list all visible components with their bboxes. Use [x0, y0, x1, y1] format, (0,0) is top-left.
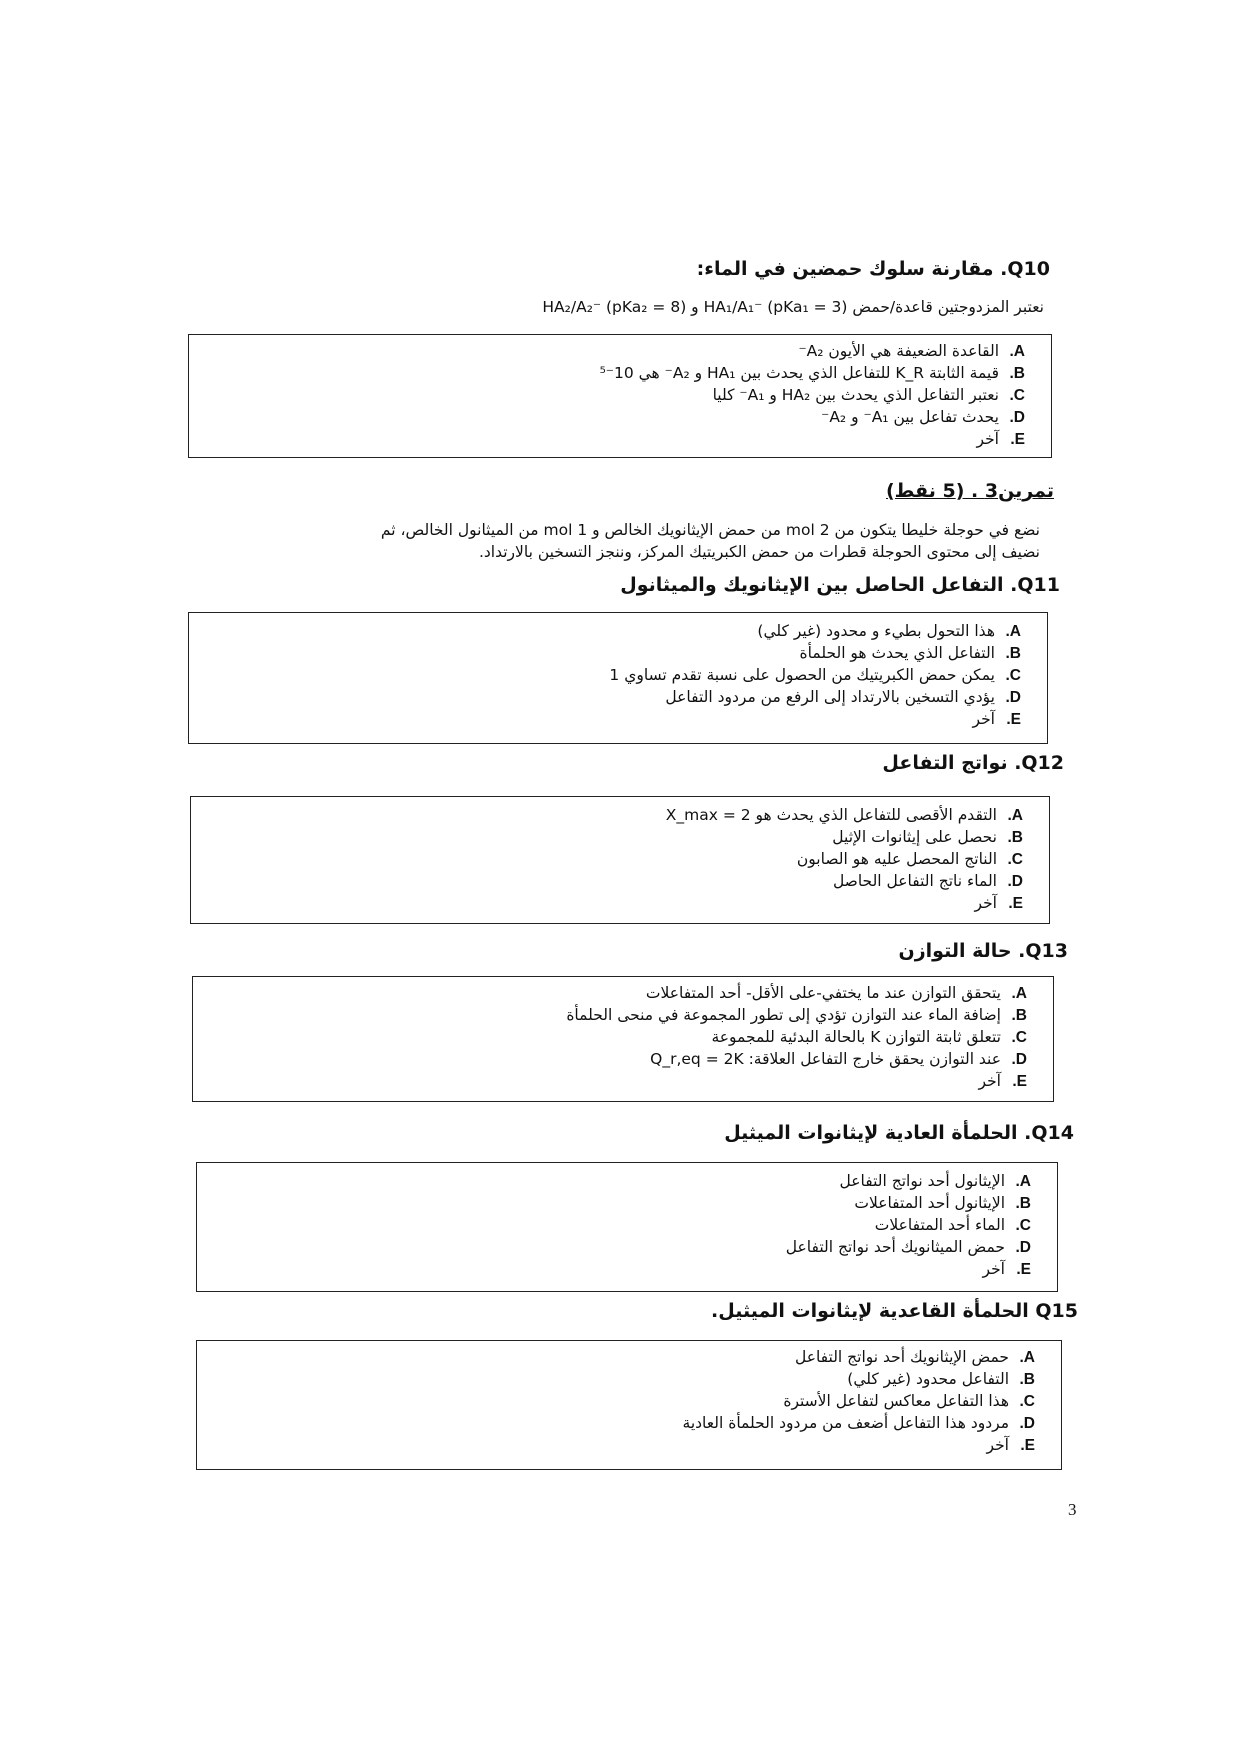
q15-option-e[interactable]: E.آخر — [986, 1436, 1035, 1454]
q12-title: Q12. نواتج التفاعل — [882, 752, 1064, 774]
q12-option-d[interactable]: D.الماء ناتج التفاعل الحاصل — [832, 872, 1023, 890]
q14-option-e[interactable]: E.آخر — [982, 1260, 1031, 1278]
q13-option-e[interactable]: E.آخر — [978, 1072, 1027, 1090]
q11-option-a[interactable]: A.هذا التحول بطيء و محدود (غير كلي) — [757, 622, 1021, 640]
q14-title: Q14. الحلمأة العادية لإيثانوات الميثيل — [724, 1122, 1074, 1144]
exercise-3-intro-line-1: نضع في حوجلة خليطا يتكون من 2 mol من حمض الإيثانويك الخالص و 1 mol من الميثانول الخالص، ثم — [380, 521, 1040, 539]
q13-options-box — [192, 976, 1054, 1102]
q13-option-d[interactable]: D.عند التوازن يحقق خارج التفاعل العلاقة: Q_r,eq = 2K — [650, 1050, 1027, 1068]
q10-option-d[interactable]: D.يحدث تفاعل بين A₁⁻ و A₂⁻ — [821, 408, 1025, 426]
q13-option-c[interactable]: C.تتعلق ثابتة التوازن K بالحالة البدئية للمجموعة — [711, 1028, 1027, 1046]
q14-option-a[interactable]: A.الإيثانول أحد نواتج التفاعل — [839, 1172, 1031, 1190]
q11-options-box — [188, 612, 1048, 744]
q10-option-b[interactable]: B.قيمة الثابتة K_R للتفاعل الذي يحدث بين HA₁ و A₂⁻ هي 10⁻⁵ — [599, 364, 1025, 382]
q15-option-b[interactable]: B.التفاعل محدود (غير كلي) — [847, 1370, 1035, 1388]
q12-options-box — [190, 796, 1050, 924]
q10-options-box — [188, 334, 1052, 458]
q12-option-c[interactable]: C.الناتج المحصل عليه هو الصابون — [796, 850, 1023, 868]
q15-option-d[interactable]: D.مردود هذا التفاعل أضعف من مردود الحلمأة العادية — [682, 1414, 1035, 1432]
q15-options-box — [196, 1340, 1062, 1470]
q14-option-b[interactable]: B.الإيثانول أحد المتفاعلات — [854, 1194, 1031, 1212]
exercise-3-title: تمرين3 . (5 نقط) — [886, 480, 1054, 502]
q12-option-a[interactable]: A.التقدم الأقصى للتفاعل الذي يحدث هو X_max = 2 — [665, 806, 1023, 824]
q11-option-b[interactable]: B.التفاعل الذي يحدث هو الحلمأة — [799, 644, 1021, 662]
q11-option-c[interactable]: C.يمكن حمض الكبريتيك من الحصول على نسبة تقدم تساوي 1 — [609, 666, 1021, 684]
q12-option-b[interactable]: B.نحصل على إيثانوات الإثيل — [832, 828, 1023, 846]
q14-option-d[interactable]: D.حمض الميثانويك أحد نواتج التفاعل — [785, 1238, 1031, 1256]
q13-title: Q13. حالة التوازن — [898, 940, 1068, 962]
q10-title: Q10. مقارنة سلوك حمضين في الماء: — [696, 258, 1050, 280]
q14-options-box — [196, 1162, 1058, 1292]
q15-title: Q15 الحلمأة القاعدية لإيثانوات الميثيل. — [711, 1300, 1078, 1322]
q13-option-a[interactable]: A.يتحقق التوازن عند ما يختفي-على الأقل- أحد المتفاعلات — [645, 984, 1027, 1002]
q10-option-c[interactable]: C.نعتبر التفاعل الذي يحدث بين HA₂ و A₁⁻ كليا — [712, 386, 1025, 404]
q10-intro: نعتبر المزدوجتين قاعدة/حمض HA₁/A₁⁻ (pKa₁ = 3) و HA₂/A₂⁻ (pKa₂ = 8) — [542, 298, 1044, 316]
q11-option-e[interactable]: E.آخر — [972, 710, 1021, 728]
q15-option-c[interactable]: C.هذا التفاعل معاكس لتفاعل الأسترة — [783, 1392, 1035, 1410]
q11-option-d[interactable]: D.يؤدي التسخين بالارتداد إلى الرفع من مردود التفاعل — [665, 688, 1021, 706]
q13-option-b[interactable]: B.إضافة الماء عند التوازن تؤدي إلى تطور المجموعة في منحى الحلمأة — [566, 1006, 1027, 1024]
q11-title: Q11. التفاعل الحاصل بين الإيثانويك والميثانول — [620, 574, 1060, 596]
q15-option-a[interactable]: A.حمض الإيثانويك أحد نواتج التفاعل — [794, 1348, 1035, 1366]
exercise-3-intro-line-2: نضيف إلى محتوى الحوجلة قطرات من حمض الكبريتيك المركز، وننجز التسخين بالارتداد. — [478, 543, 1040, 561]
q10-option-a[interactable]: A.القاعدة الضعيفة هي الأيون A₂⁻ — [798, 342, 1025, 360]
q10-option-e[interactable]: E.آخر — [976, 430, 1025, 448]
q12-option-e[interactable]: E.آخر — [974, 894, 1023, 912]
q14-option-c[interactable]: C.الماء أحد المتفاعلات — [874, 1216, 1031, 1234]
page-number: 3 — [1068, 1500, 1077, 1519]
